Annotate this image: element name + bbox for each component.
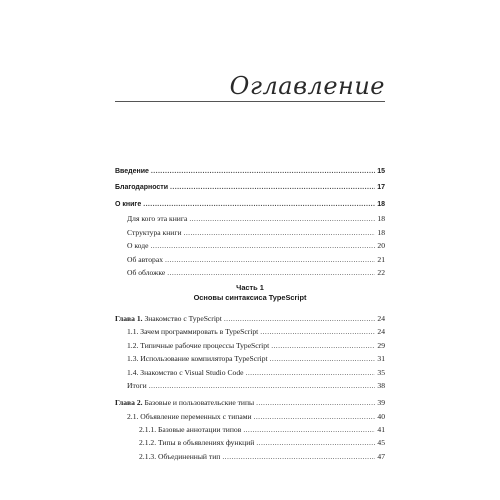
page-title: Оглавление	[229, 72, 385, 100]
toc-entry[interactable]: 2.1.3. Объединенный тип ..... 47	[115, 450, 385, 462]
part-label: Часть 1	[236, 283, 264, 292]
toc-entry[interactable]: Об авторах ..... 21	[115, 253, 385, 265]
toc-entry[interactable]: О коде ..... 20	[115, 239, 385, 251]
toc-entry[interactable]: Итоги ..... 38	[115, 379, 385, 391]
part-title: Основы синтаксиса TypeScript	[193, 293, 307, 302]
toc-entry[interactable]: Для кого эта книга ..... 18	[115, 212, 385, 224]
toc-entry[interactable]: 2.1. Объявление переменных с типами ..... 40	[115, 410, 385, 422]
toc-entry-acknowledgements[interactable]: Благодарности ..... 17	[115, 181, 385, 193]
toc-entry-about-book[interactable]: О книге ..... 18	[115, 198, 385, 210]
toc-entry[interactable]: 1.1. Зачем программировать в TypeScript ..... 24	[115, 325, 385, 337]
toc-entry[interactable]: 2.1.1. Базовые аннотации типов ..... 41	[115, 423, 385, 435]
toc-entry[interactable]: 2.1.2. Типы в объявлениях функций ..... 45	[115, 436, 385, 448]
toc-entry[interactable]: 1.4. Знакомство с Visual Studio Code ..... 35	[115, 366, 385, 378]
toc-entry-introduction[interactable]: Введение ..... 15	[115, 165, 385, 177]
toc-chapter-2[interactable]: Глава 2. Базовые и пользовательские типы ..... 39	[115, 396, 385, 408]
toc-entry[interactable]: 1.3. Использование компилятора TypeScript ..... 31	[115, 352, 385, 364]
table-of-contents	[115, 0, 385, 500]
toc-chapter-1[interactable]: Глава 1. Знакомство с TypeScript ..... 24	[115, 312, 385, 324]
toc-entry[interactable]: Структура книги ..... 18	[115, 226, 385, 238]
toc-entry[interactable]: 1.2. Типичные рабочие процессы TypeScript ..... 29	[115, 339, 385, 351]
toc-entry[interactable]: Об обложке ..... 22	[115, 266, 385, 278]
